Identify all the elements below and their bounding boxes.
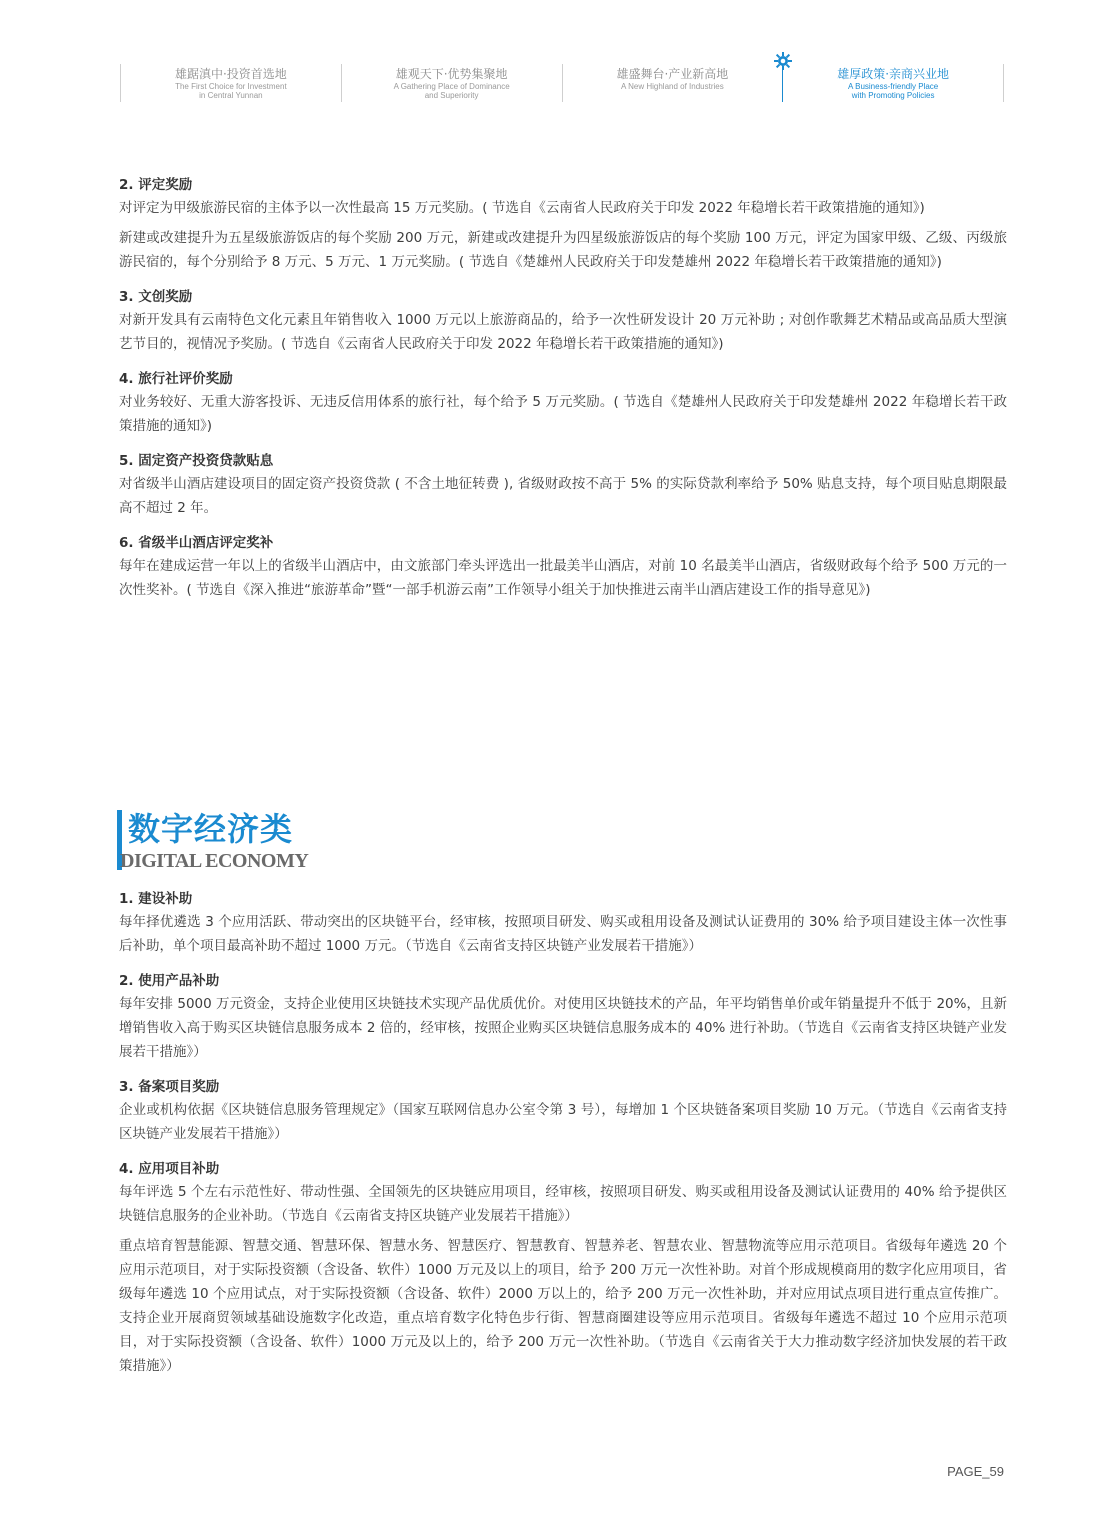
- section-paragraph: 每年安排 5000 万元资金，支持企业使用区块链技术实现产品优质优价。对使用区块链技术的产品，年平均销售单价或年销量提升不低于 20%，且新增销售收入高于购买区块链信息服务成本 2 倍的，经审核，按照企业购买区块链信息服务成本的 40% 进行补助。（节选自《云南省支持区块链产业发展若干措施》）: [119, 996, 1007, 1060]
- nav-item-dominance[interactable]: [341, 64, 562, 102]
- section-title: 6. 省级半山酒店评定奖补: [119, 535, 274, 551]
- nav-item-label: 雄厚政策·亲商兴业地: [837, 67, 950, 81]
- digital-policy-list: [119, 888, 1007, 1378]
- nav-item-sublabel: A New Highland of Industries: [621, 82, 724, 91]
- section-paragraph: 重点培育智慧能源、智慧交通、智慧环保、智慧水务、智慧医疗、智慧教育、智慧养老、智慧农业、智慧物流等应用示范项目。省级每年遴选 20 个应用示范项目，对于实际投资额（含设备、软件）1000 万元及以上的项目，给予 200 万元一次性补助。对首个形成规模商用的数字化应用项目，省级每年遴选 10 个应用试点，对于实际投资额（含设备、软件）2000 万以上的，给予 200 万元一次性补助，并对应用试点项目进行重点宣传推广。支持企业开展商贸领域基础设施数字化改造，重点培育数字化特色步行街、智慧商圈建设等应用示范项目。省级每年遴选不超过 10 个应用示范项目，对于实际投资额（含设备、软件）1000 万元及以上的，给予 200 万元一次性补助。（节选自《云南省关于大力推动数字经济加快发展的若干政策措施》）: [119, 1238, 1007, 1374]
- nav-item-sublabel: A Business-friendly Place: [847, 82, 939, 91]
- nav-item-policies[interactable]: [782, 64, 1004, 102]
- section-paragraph: 企业或机构依据《区块链信息服务管理规定》（国家互联网信息办公室令第 3 号），每增加 1 个区块链备案项目奖励 10 万元。（节选自《云南省支持区块链产业发展若干措施》）: [119, 1102, 1007, 1142]
- nav-item-sublabel: in Central Yunnan: [199, 91, 263, 100]
- section-paragraph: 新建或改建提升为五星级旅游饭店的每个奖励 200 万元，新建或改建提升为四星级旅游饭店的每个奖励 100 万元，评定为国家甲级、乙级、丙级旅游民宿的，每个分别给予 8 万元、5 万元、1 万元奖励。( 节选自《楚雄州人民政府关于印发楚雄州 2022 年稳增长若干政策措施的通知》): [119, 230, 1007, 270]
- nav-item-label: 雄盛舞台·产业新高地: [616, 67, 729, 81]
- gear-icon: [773, 51, 793, 71]
- nav-item-label: 雄踞滇中·投资首选地: [174, 67, 287, 81]
- section-paragraph: 对评定为甲级旅游民宿的主体予以一次性最高 15 万元奖励。( 节选自《云南省人民政府关于印发 2022 年稳增长若干政策措施的通知》): [119, 200, 925, 216]
- section-title: 4. 旅行社评价奖励: [119, 371, 233, 387]
- section-paragraph: 对业务较好、无重大游客投诉、无违反信用体系的旅行社，每个给予 5 万元奖励。( 节选自《楚雄州人民政府关于印发楚雄州 2022 年稳增长若干政策措施的通知》): [119, 394, 1007, 434]
- section-title: 4. 应用项目补助: [119, 1161, 220, 1177]
- section-title: 2. 评定奖励: [119, 177, 193, 193]
- section-paragraph: 对省级半山酒店建设项目的固定资产投资贷款 ( 不含土地征转费 ), 省级财政按不高于 5% 的实际贷款利率给予 50% 贴息支持，每个项目贴息期限最高不超过 2 年。: [119, 476, 1007, 516]
- tourism-policy-list: [119, 174, 1007, 602]
- section-paragraph: 每年在建成运营一年以上的省级半山酒店中，由文旅部门牵头评选出一批最美半山酒店，对前 10 名最美半山酒店，省级财政每个给予 500 万元的一次性奖补。( 节选自《深入推进“旅游革命”暨“一部手机游云南”工作领导小组关于加快推进云南半山酒店建设工作的指导意见》): [119, 558, 1007, 598]
- section-title: 5. 固定资产投资贷款贴息: [119, 453, 274, 469]
- section-title: 3. 备案项目奖励: [119, 1079, 220, 1095]
- section-paragraph: 每年评选 5 个左右示范性好、带动性强、全国领先的区块链应用项目，经审核，按照项目研发、购买或租用设备及测试认证费用的 40% 给予提供区块链信息服务的企业补助。（节选自《云南省支持区块链产业发展若干措施》）: [119, 1184, 1007, 1224]
- page-number: PAGE_59: [947, 1464, 1004, 1479]
- nav-item-sublabel: with Promoting Policies: [851, 91, 935, 100]
- section-paragraph: 对新开发具有云南特色文化元素且年销售收入 1000 万元以上旅游商品的，给予一次性研发设计 20 万元补助 ; 对创作歌舞艺术精品或高品质大型演艺节目的，视情况予奖励。( 节选自《云南省人民政府关于印发 2022 年稳增长若干政策措施的通知》): [119, 312, 1007, 352]
- section-title: 2. 使用产品补助: [119, 973, 220, 989]
- nav-item-sublabel: A Gathering Place of Dominance: [393, 82, 510, 91]
- category-title: 数字经济类: [128, 810, 294, 848]
- category-subtitle: DIGITAL ECONOMY: [120, 850, 309, 872]
- section-paragraph: 每年择优遴选 3 个应用活跃、带动突出的区块链平台，经审核，按照项目研发、购买或租用设备及测试认证费用的 30% 给予项目建设主体一次性事后补助，单个项目最高补助不超过 1000 万元。（节选自《云南省支持区块链产业发展若干措施》）: [119, 914, 1007, 954]
- section-title: 1. 建设补助: [119, 891, 193, 907]
- nav-item-label: 雄观天下·优势集聚地: [395, 67, 508, 81]
- nav-item-sublabel: and Superiority: [424, 91, 479, 100]
- nav-item-investment[interactable]: [120, 64, 341, 102]
- nav-item-sublabel: The First Choice for Investment: [175, 82, 287, 91]
- section-title: 3. 文创奖励: [119, 289, 193, 305]
- chapter-nav: [120, 64, 1004, 102]
- nav-item-industries[interactable]: [562, 64, 783, 102]
